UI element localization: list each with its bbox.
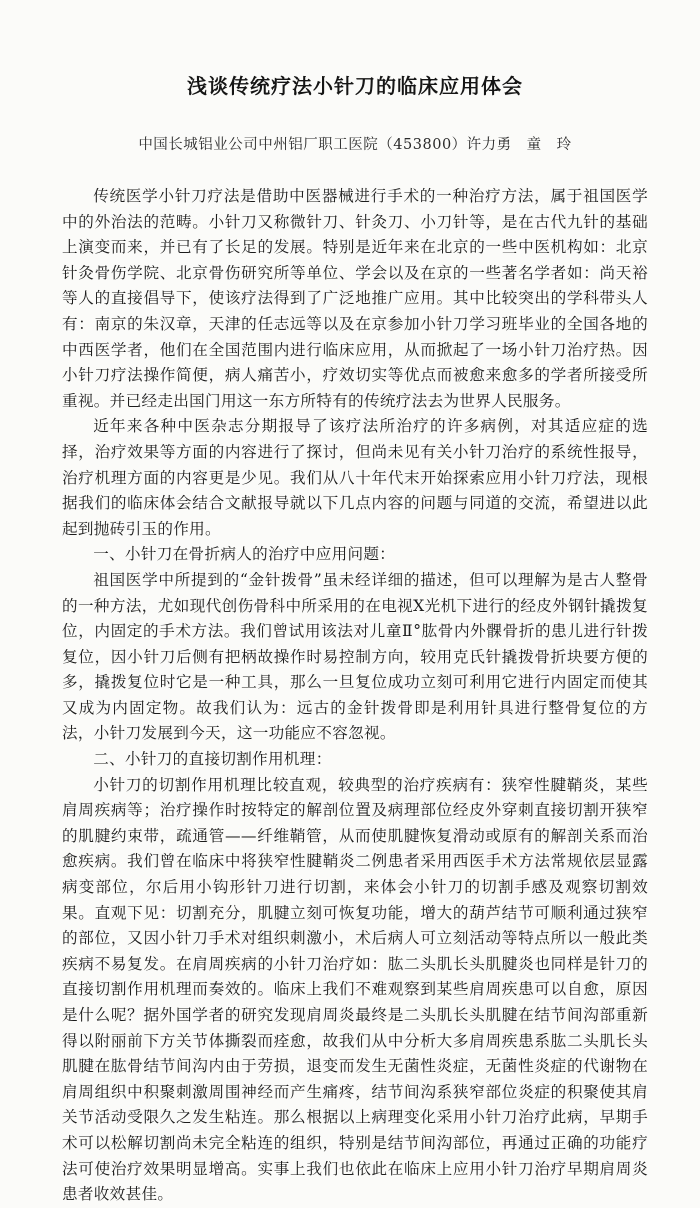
author-affiliation: 中国长城铝业公司中州铝厂职工医院（453800）许力勇 童 玲 bbox=[138, 137, 572, 153]
article-body bbox=[62, 184, 648, 1208]
section-heading: 二、小针刀的直接切割作用机理： bbox=[93, 750, 332, 769]
article-title: 浅谈传统疗法小针刀的临床应用体会 bbox=[187, 74, 523, 98]
section-heading: 一、小针刀在骨折病人的治疗中应用问题： bbox=[93, 545, 396, 564]
body-paragraph: 近年来各种中医杂志分期报导了该疗法所治疗的许多病例，对其适应症的选择，治疗效果等方面的内容进行了探讨，但尚未见有关小针刀治疗的系统性报导，治疗机理方面的内容更是少见。我们从八十年代末开始探索应用小针刀疗法，现根据我们的临床体会结合文献报导就以下几点内容的问题与同道的交流，希望进以此起到抛砖引玉的作用。 bbox=[62, 417, 648, 538]
body-paragraph: 小针刀的切割作用机理比较直观，较典型的治疗疾病有：狭窄性腱鞘炎，某些肩周疾病等；治疗操作时按特定的解剖位置及病理部位经皮外穿刺直接切割开狭窄的肌腱约束带，疏通管——纤维鞘管，从而使肌腱恢复滑动或原有的解剖关系而治愈疾病。我们曾在临床中将狭窄性腱鞘炎二例患者采用西医手术方法常规依层显露病变部位，尔后用小钩形针刀进行切割，来体会小针刀的切割手感及观察切割效果。直观下见：切割充分，肌腱立刻可恢复功能，增大的葫芦结节可顺利通过狭窄的部位，又因小针刀手术对组织刺激小，术后病人可立刻活动等特点所以一般此类疾病不易复发。在肩周疾病的小针刀治疗如：肱二头肌长头肌腱炎也同样是针刀的直接切割作用机理而奏效的。临床上我们不难观察到某些肩周疾患可以自愈，原因是什么呢？据外国学者的研究发现肩周炎最终是二头肌长头肌腱在结节间沟部重新得以附丽前下方关节体撕裂而痊愈，故我们从中分析大多肩周疾患系肱二头肌长头肌腱在肱骨结节间沟内由于劳损，退变而发生无菌性炎症，无菌性炎症的代谢物在肩周组织中积聚刺激周围神经而产生痛疼，结节间沟系狭窄部位炎症的积聚使其肩关节活动受限久之发生粘连。那么根据以上病理变化采用小针刀治疗此病，早期手术可以松解切割尚未完全粘连的组织，特别是结节间沟部位，再通过正确的功能疗法可使治疗效果明显增高。实事上我们也依此在临床上应用小针刀治疗早期肩周炎患者收效甚佳。 bbox=[62, 775, 648, 1204]
body-paragraph: 祖国医学中所提到的“金针拨骨”虽未经详细的描述，但可以理解为是古人整骨的一种方法，尤如现代创伤骨科中所采用的在电视X光机下进行的经皮外钢针撬拨复位，内固定的手术方法。我们曾试用该法对儿童Ⅱ°肱骨内外髁骨折的患儿进行针拨复位，因小针刀后侧有把柄故操作时易控制方向，较用克氏针撬拨骨折块要方便的多，撬拨复位时它是一种工具，那么一旦复位成功立刻可利用它进行内固定而使其又成为内固定物。故我们认为：远古的金针拨骨即是利用针具进行整骨复位的方法，小针刀发展到今天，这一功能应不容忽视。 bbox=[62, 570, 648, 743]
body-paragraph: 传统医学小针刀疗法是借助中医器械进行手术的一种治疗方法，属于祖国医学中的外治法的范畴。小针刀又称微针刀、针灸刀、小刀针等，是在古代九针的基础上演变而来，并已有了长足的发展。特别是近年来在北京的一些中医机构如：北京针灸骨伤学院、北京骨伤研究所等单位、学会以及在京的一些著名学者如：尚天裕等人的直接倡导下，使该疗法得到了广泛地推广应用。其中比较突出的学科带头人有：南京的朱汉章，天津的任志远等以及在京参加小针刀学习班毕业的全国各地的中西医学者，他们在全国范围内进行临床应用，从而掀起了一场小针刀治疗热。因小针刀疗法操作简便，病人痛苦小，疗效切实等优点而被愈来愈多的学者所接受所重视。并已经走出国门用这一东方所特有的传统疗法去为世界人民服务。 bbox=[62, 187, 648, 410]
